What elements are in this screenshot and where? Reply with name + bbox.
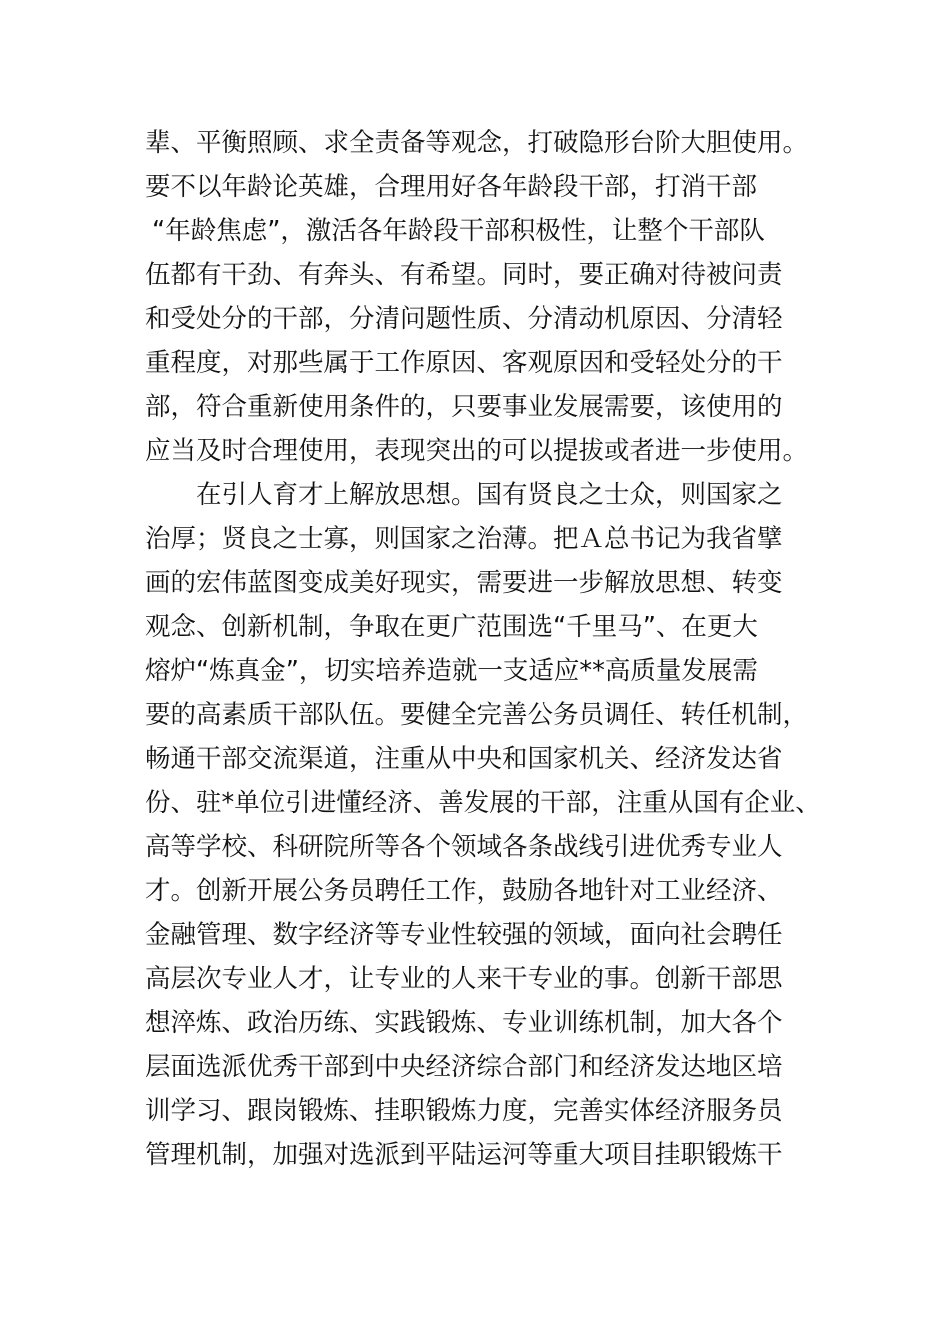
text-line: 份、驻*单位引进懂经济、善发展的干部，注重从国有企业、 xyxy=(145,788,821,818)
text-line: 观念、创新机制，争取在更广范围选“千里马”、在更大 xyxy=(145,612,758,642)
text-line: 管理机制，加强对选派到平陆运河等重大项目挂职锻炼干 xyxy=(145,1140,783,1170)
text-line: 高层次专业人才，让专业的人来干专业的事。创新干部思 xyxy=(145,964,783,994)
text-line: 畅通干部交流渠道，注重从中央和国家机关、经济发达省 xyxy=(145,744,783,774)
text-line: 应当及时合理使用，表现突出的可以提拔或者进一步使用。 xyxy=(145,436,809,466)
text-line: 金融管理、数字经济等专业性较强的领域，面向社会聘任 xyxy=(145,920,783,950)
text-line: 要不以年龄论英雄，合理用好各年龄段干部，打消干部 xyxy=(145,172,758,202)
paragraph-start-line: 在引人育才上解放思想。国有贤良之士众，则国家之 xyxy=(196,480,783,510)
text-line: 治厚；贤良之士寡，则国家之治薄。把Ａ总书记为我省擘 xyxy=(145,524,783,554)
text-line: 层面选派优秀干部到中央经济综合部门和经济发达地区培 xyxy=(145,1052,783,1082)
text-line: 重程度，对那些属于工作原因、客观原因和受轻处分的干 xyxy=(145,348,783,378)
text-line: 熔炉“炼真金”，切实培养造就一支适应**高质量发展需 xyxy=(145,656,758,686)
text-line: 辈、平衡照顾、求全责备等观念，打破隐形台阶大胆使用。 xyxy=(145,128,809,158)
text-line: 要的高素质干部队伍。要健全完善公务员调任、转任机制， xyxy=(145,700,809,730)
text-line: 训学习、跟岗锻炼、挂职锻炼力度，完善实体经济服务员 xyxy=(145,1096,783,1126)
text-line: 和受处分的干部，分清问题性质、分清动机原因、分清轻 xyxy=(145,304,783,334)
text-line: 想淬炼、政治历练、实践锻炼、专业训练机制，加大各个 xyxy=(145,1008,783,1038)
text-line: 部，符合重新使用条件的，只要事业发展需要，该使用的 xyxy=(145,392,783,422)
text-line: “年龄焦虑”，激活各年龄段干部积极性，让整个干部队 xyxy=(152,216,765,246)
text-line: 画的宏伟蓝图变成美好现实，需要进一步解放思想、转变 xyxy=(145,568,783,598)
text-line: 才。创新开展公务员聘任工作，鼓励各地针对工业经济、 xyxy=(145,876,783,906)
text-line: 高等学校、科研院所等各个领域各条战线引进优秀专业人 xyxy=(145,832,783,862)
text-line: 伍都有干劲、有奔头、有希望。同时，要正确对待被问责 xyxy=(145,260,783,290)
